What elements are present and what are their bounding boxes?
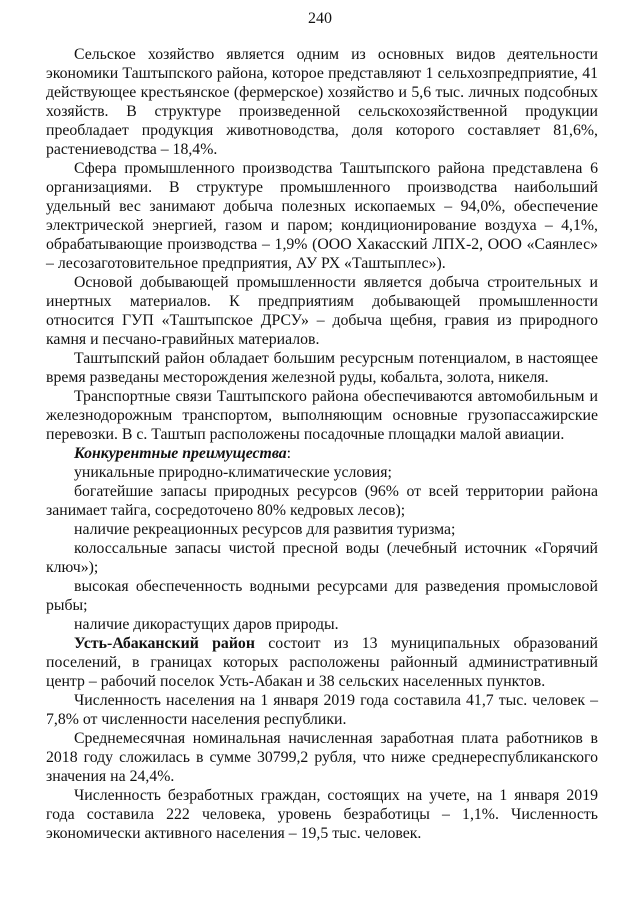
advantages-heading: Конкурентные преимущества <box>74 445 287 462</box>
paragraph-agriculture: Сельское хозяйство является одним из основных видов деятельности экономики Таштыпского района, которое представляют 1 сельхозпредприятие, 41 действующее крестьянское (фермерское) хозяйство и 5,6 тыс. личных подсобных хозяйств. В структуре произведенной сельскохозяйственной продукции преобладает продукция животноводства, доля которого составляет 81,6%, растениеводства – 18,4%. <box>46 46 598 158</box>
paragraph-industry: Сфера промышленного производства Таштыпского района представлена 6 организациями. В структуре промышленного производства наибольший удельный вес занимают добыча полезных ископаемых – 94,0%, обеспечение электрической энергией, газом и паром; кондиционирование воздуха – 4,1%, обрабатывающие производства – 1,9% (ООО Хакасский ЛПХ-2, ООО «Саянлес» – лесозаготовительное предприятия, АУ РХ «Таштыплес»). <box>46 160 598 272</box>
advantages-heading-colon: : <box>286 445 292 462</box>
paragraph-ust-abakan <box>46 634 598 691</box>
text-body <box>46 45 598 843</box>
paragraph-population: Численность населения на 1 января 2019 года составила 41,7 тыс. человек – 7,8% от численности населения республики. <box>46 692 598 728</box>
paragraph-unemployment: Численность безработных граждан, состоящих на учете, на 1 января 2019 года составила 222 человека, уровень безработицы – 1,1%. Численность экономически активного населения – 19,5 тыс. человек. <box>46 787 598 842</box>
advantage-item: богатейшие запасы природных ресурсов (96% от всей территории района занимает тайга, сосредоточено 80% кедровых лесов); <box>46 483 598 519</box>
ust-abakan-name: Усть-Абаканский район <box>74 635 255 652</box>
page-number: 240 <box>308 10 332 27</box>
advantage-item: наличие дикорастущих даров природы. <box>74 616 339 633</box>
paragraph-mining: Основой добывающей промышленности является добыча строительных и инертных материалов. К предприятиям добывающей промышленности относится ГУП «Таштыпское ДРСУ» – добыча щебня, гравия из природного камня и песчано-гравийных материалов. <box>46 274 598 348</box>
paragraph-resources: Таштыпский район обладает большим ресурсным потенциалом, в настоящее время разведаны месторождения железной руды, кобальта, золота, никеля. <box>46 350 598 386</box>
advantage-item: уникальные природно-климатические условия; <box>74 464 392 481</box>
ust-abakan-text: состоит из 13 муниципальных образований поселений, в границах которых расположены районный административный центр – рабочий поселок Усть-Абакан и 38 сельских населенных пунктов. <box>46 635 599 690</box>
advantages-heading-line <box>46 444 598 463</box>
paragraph-transport: Транспортные связи Таштыпского района обеспечиваются автомобильным и железнодорожным транспортом, выполняющим основные грузопассажирские перевозки. В с. Таштып расположены посадочные площадки малой авиации. <box>46 388 598 443</box>
advantage-item: высокая обеспеченность водными ресурсами для разведения промысловой рыбы; <box>46 578 598 614</box>
advantage-item: наличие рекреационных ресурсов для развития туризма; <box>74 521 456 538</box>
advantage-item: колоссальные запасы чистой пресной воды (лечебный источник «Горячий ключ»); <box>46 540 598 576</box>
paragraph-salary: Среднемесячная номинальная начисленная заработная плата работников в 2018 году сложилась в сумме 30799,2 рубля, что ниже среднереспубликанского значения на 24,4%. <box>46 730 598 785</box>
